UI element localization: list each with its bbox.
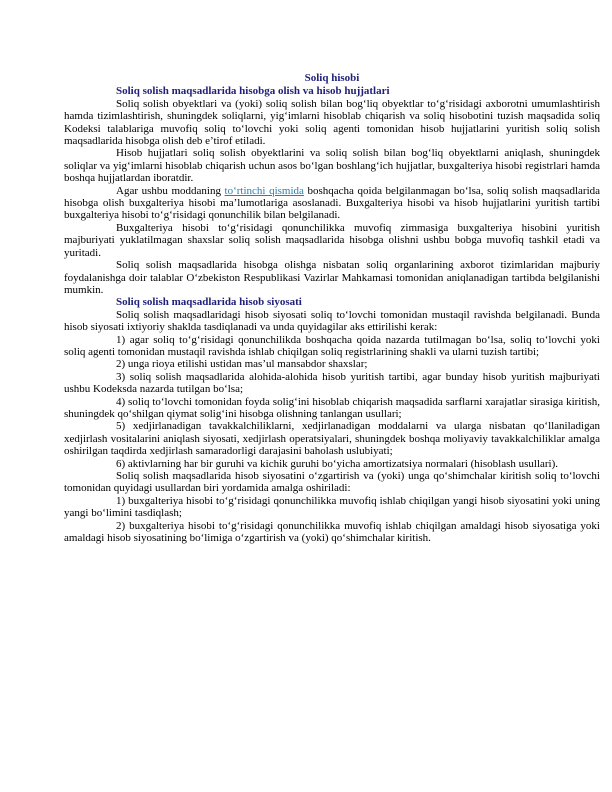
document-body (64, 72, 600, 544)
paragraph-text: boshqacha qoida belgilanmagan bo‘lsa, soliq solish maqsadlarida hisobga olish buxgalteriya hisobi ma’lumotlariga asoslanadi. Buxgalteriya hisobi va hisob hujjatlarini yuritish tartibi buxgalteriya hisobi to‘g‘risidagi qonunchilik bilan belgilanadi. (64, 184, 601, 222)
paragraph: Soliq solish maqsadlarida hisob siyosatini o‘zgartirish va (yoki) unga qo‘shimchalar kiritish soliq to‘lovchi tomonidan quyidagi usullardan biri yordamida amalga oshiriladi: (64, 470, 600, 495)
paragraph: Soliq solish obyektlari va (yoki) soliq solish bilan bog‘liq obyektlar to‘g‘risidagi axborotni umumlashtirish hamda tizimlashtirish, shuningdek soliqlarni, yig‘imlarni hisoblab chiqarish va soliq hisobotini tuzish maqsadida soliq Kodeksi talablariga muvofiq soliq to‘lovchi yoki soliq agenti tomonidan hisob hujjatlarini yuritish soliq solish maqsadlarida hisobga olish deb e’tirof etiladi. (64, 97, 600, 148)
paragraph: Soliq solish maqsadlarida hisobga olishga nisbatan soliq organlarining axborot tizimlaridan majburiy foydalanishga doir talablar O‘zbekiston Respublikasi Vazirlar Mahkamasi tomonidan aniqlanadigan tartibda belgilanishi mumkin. (64, 259, 600, 296)
paragraph: Soliq solish maqsadlaridagi hisob siyosati soliq to‘lovchi tomonidan mustaqil ravishda belgilanadi. Bunda hisob siyosati ixtiyoriy shaklda tasdiqlanadi va unda quyidagilar aks ettirilishi kerak: (64, 308, 600, 334)
paragraph: Hisob hujjatlari soliq solish obyektlarini va soliq solish bilan bog‘liq obyektlarni aniqlash, shuningdek soliqlar va yig‘imlarni hisoblab chiqarish uchun asos bo‘lgan boshlang‘ich hujjatlar, buxgalteriya hisobi registrlari hamda boshqa hujjatlardan iboratdir. (64, 147, 600, 185)
page-title: Soliq hisobi (304, 72, 360, 84)
section-heading-accounting: Soliq solish maqsadlarida hisobga olish va hisob hujjatlari (116, 85, 390, 98)
reference-link[interactable]: to‘rtinchi qismida (224, 184, 304, 197)
list-item: 6) aktivlarning har bir guruhi va kichik guruhi bo‘yicha amortizatsiya normalari (hisoblash usullari). (116, 457, 559, 470)
document-page (64, 72, 601, 545)
list-item: 2) buxgalteriya hisobi to‘g‘risidagi qonunchilikka muvofiq ishlab chiqilgan amaldagi hisob siyosatiga yoki amaldagi hisob siyosatining bo‘limiga o‘zgartirish va (yoki) qo‘shimchalar kiritish. (64, 519, 600, 545)
paragraph: Buxgalteriya hisobi to‘g‘risidagi qonunchilikka muvofiq zimmasiga buxgalteriya hisobini yuritish majburiyati yuklatilmagan shaxslar soliq solish maqsadlarida hisobga olishni ushbu bobga muvofiq tashkil etadi va yuritadi. (64, 221, 600, 259)
list-item: 2) unga rioya etilishi ustidan mas’ul mansabdor shaxslar; (116, 358, 368, 371)
paragraph (64, 185, 600, 222)
list-item: 1) buxgalteriya hisobi to‘g‘risidagi qonunchilikka muvofiq ishlab chiqilgan yangi hisob siyosatini yoki uning yangi bo‘limini tasdiqlash; (64, 494, 600, 520)
list-item: 4) soliq to‘lovchi tomonidan foyda solig‘ini hisoblab chiqarish maqsadida sarflarni xarajatlar sirasiga kiritish, shuningdek qo‘shilgan qiymat solig‘ini hisobga olishning tanlangan usullari; (64, 395, 600, 420)
list-item: 3) soliq solish maqsadlarida alohida-alohida hisob yuritish tartibi, agar bunday hisob yuritish majburiyati ushbu Kodeksda nazarda tutilgan bo‘lsa; (64, 370, 600, 396)
list-item: 5) xedjirlanadigan tavakkalchiliklarni, xedjirlanadigan moddalarni va ularga nisbatan qo‘llaniladigan xedjirlash vositalarini aniqlash siyosati, xedjirlash operatsiyalari, shuningdek boshqa moliyaviy tavakkalchiliklar amalga oshirilgan taqdirda xedjirlash samaradorligi darajasini baholash uslubiyati; (64, 420, 600, 458)
list-item: 1) agar soliq to‘g‘risidagi qonunchilikda boshqacha qoida nazarda tutilmagan bo‘lsa, soliq to‘lovchi yoki soliq agenti tomonidan mustaqil ravishda ishlab chiqilgan soliq registrlarining shakli va ularni tuzish tartibi; (64, 333, 600, 358)
paragraph-text: Agar ushbu moddaning (116, 184, 225, 197)
section-heading-policy: Soliq solish maqsadlarida hisob siyosati (116, 296, 302, 309)
